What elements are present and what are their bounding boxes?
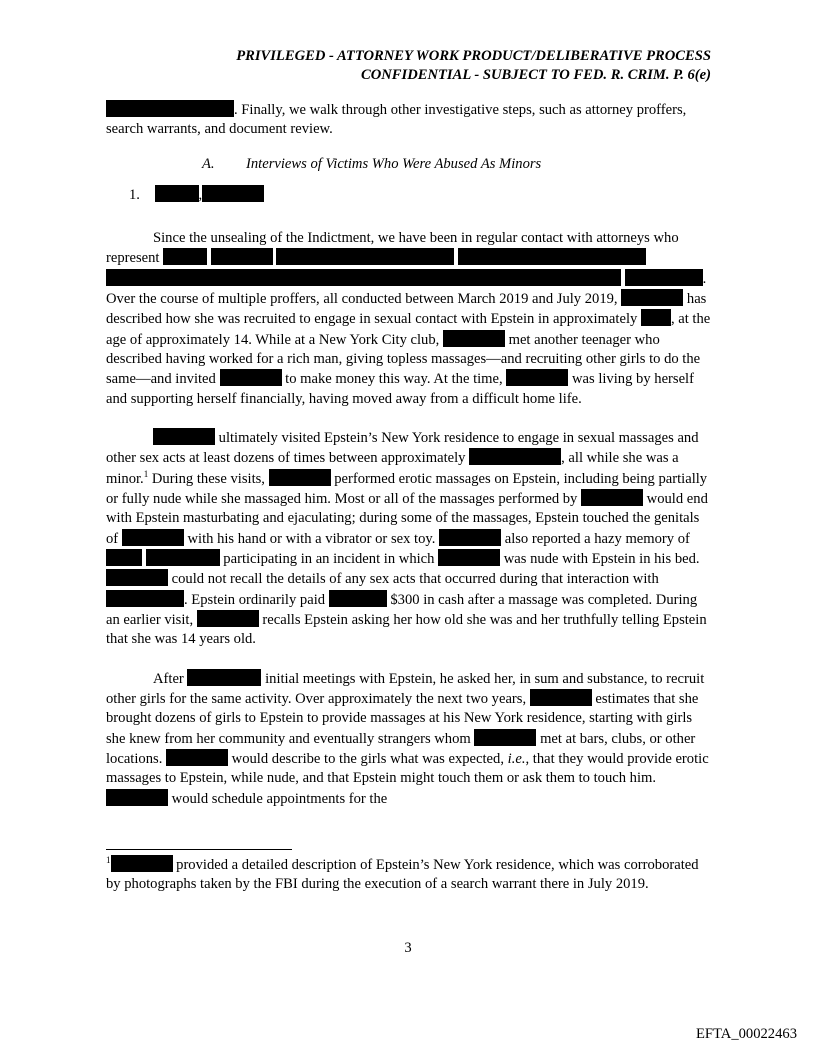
intro-paragraph: . Finally, we walk through other investigative steps, such as attorney proffers, search warrants, and document review. bbox=[106, 102, 687, 138]
redaction-box bbox=[469, 448, 561, 465]
redaction-box bbox=[621, 289, 683, 306]
redaction-box bbox=[111, 855, 173, 872]
redaction-box bbox=[211, 248, 273, 265]
redaction-box bbox=[155, 185, 199, 202]
redaction-box bbox=[276, 248, 454, 265]
redaction-box bbox=[506, 369, 568, 386]
redaction-box bbox=[166, 749, 228, 766]
redaction-box bbox=[146, 549, 220, 566]
redaction-box bbox=[106, 569, 168, 586]
redaction-box bbox=[438, 549, 500, 566]
redaction-box bbox=[329, 590, 387, 607]
redaction-box bbox=[153, 428, 215, 445]
redaction-box bbox=[106, 789, 168, 806]
header-line-2: CONFIDENTIAL - SUBJECT TO FED. R. CRIM. P. 6(e) bbox=[360, 67, 711, 83]
footnote-reference: 1 bbox=[143, 468, 149, 479]
redaction-box bbox=[474, 729, 536, 746]
redaction-box bbox=[197, 610, 259, 627]
redaction-box bbox=[187, 669, 261, 686]
redaction-box bbox=[581, 489, 643, 506]
redaction-box bbox=[106, 549, 142, 566]
section-heading bbox=[106, 155, 712, 174]
paragraph-2: ultimately visited Epstein’s New York residence to engage in sexual massages and other sex acts at least dozens of times between approximately , all while she was a minor.$^1$ During these visits, performed erotic massages on Epstein, including being partially or fully nude while she massaged him. Most or all of the massages performed by would end with Epstein masturbating and ejaculating; during some of the massages, Epstein touched the genitals of with his hand or with a vibrator or sex toy. also reported a hazy memory of participating in an incident in which was nude with Epstein in his bed. could not recall the details of any sex acts that occurred during that interaction with . Epstein ordinarily paid $300 in cash after a massage was completed. During an earlier visit, recalls Epstein asking her how old she was and her truthfully telling Epstein that she was 14 years old. bbox=[106, 430, 708, 648]
paragraph-3: After initial meetings with Epstein, he asked her, in sum and substance, to recruit other girls for the same activity. Over approximately the next two years, estimates that she brought dozens of girls to Epstein to provide massages at his New York residence, starting with girls she knew from her community and eventually strangers whom met at bars, clubs, or other locations. would describe to the girls what was expected, i.e., that they would provide erotic massages to Epstein, while nude, and that Epstein might touch them or ask them to touch him. would schedule appointments for the bbox=[106, 670, 709, 807]
redaction-box bbox=[220, 369, 282, 386]
redaction-box bbox=[458, 248, 646, 265]
page-number: 3 bbox=[404, 940, 412, 956]
redaction-box bbox=[122, 529, 184, 546]
paragraph-1: Since the unsealing of the Indictment, we have been in regular contact with attorneys who represent . Over the course of multiple proffers, all conducted between March 2019 and July 2019, has described how she was recruited to engage in sexual contact with Epstein in approximately , at the age of approximately 14. While at a New York City club, met another teenager who described having worked for a rich man, giving topless massages—and recruiting other girls to do the same—and invited to make money this way. At the time, was living by herself and supporting herself financially, having moved away from a difficult home life. bbox=[106, 230, 711, 407]
redaction-box bbox=[625, 269, 703, 286]
redaction-box bbox=[269, 469, 331, 486]
redaction-box bbox=[106, 590, 184, 607]
footnote-separator bbox=[106, 849, 292, 850]
redaction-box bbox=[202, 185, 264, 202]
redaction-box bbox=[443, 330, 505, 347]
header-line-1: PRIVILEGED - ATTORNEY WORK PRODUCT/DELIBERATIVE PROCESS bbox=[236, 48, 711, 64]
document-body bbox=[106, 100, 712, 809]
section-title: Interviews of Victims Who Were Abused As Minors bbox=[246, 155, 542, 172]
bates-number: EFTA_00022463 bbox=[696, 1026, 797, 1042]
subsection-number: 1. bbox=[129, 186, 140, 203]
redaction-box bbox=[641, 309, 671, 326]
redaction-box bbox=[439, 529, 501, 546]
redaction-box bbox=[530, 689, 592, 706]
footnote-mark: 1 bbox=[106, 855, 111, 865]
section-number: A. bbox=[202, 155, 215, 172]
redaction-box bbox=[106, 100, 234, 117]
subsection-heading: 1. , bbox=[106, 185, 712, 205]
redaction-box bbox=[163, 248, 207, 265]
footnote: $^1$ provided a detailed description of Epstein’s New York residence, which was corroborated by photographs taken by the FBI during the execution of a search warrant there in July 2019. bbox=[106, 855, 699, 893]
privilege-header bbox=[236, 47, 711, 85]
redaction-box bbox=[106, 269, 621, 286]
